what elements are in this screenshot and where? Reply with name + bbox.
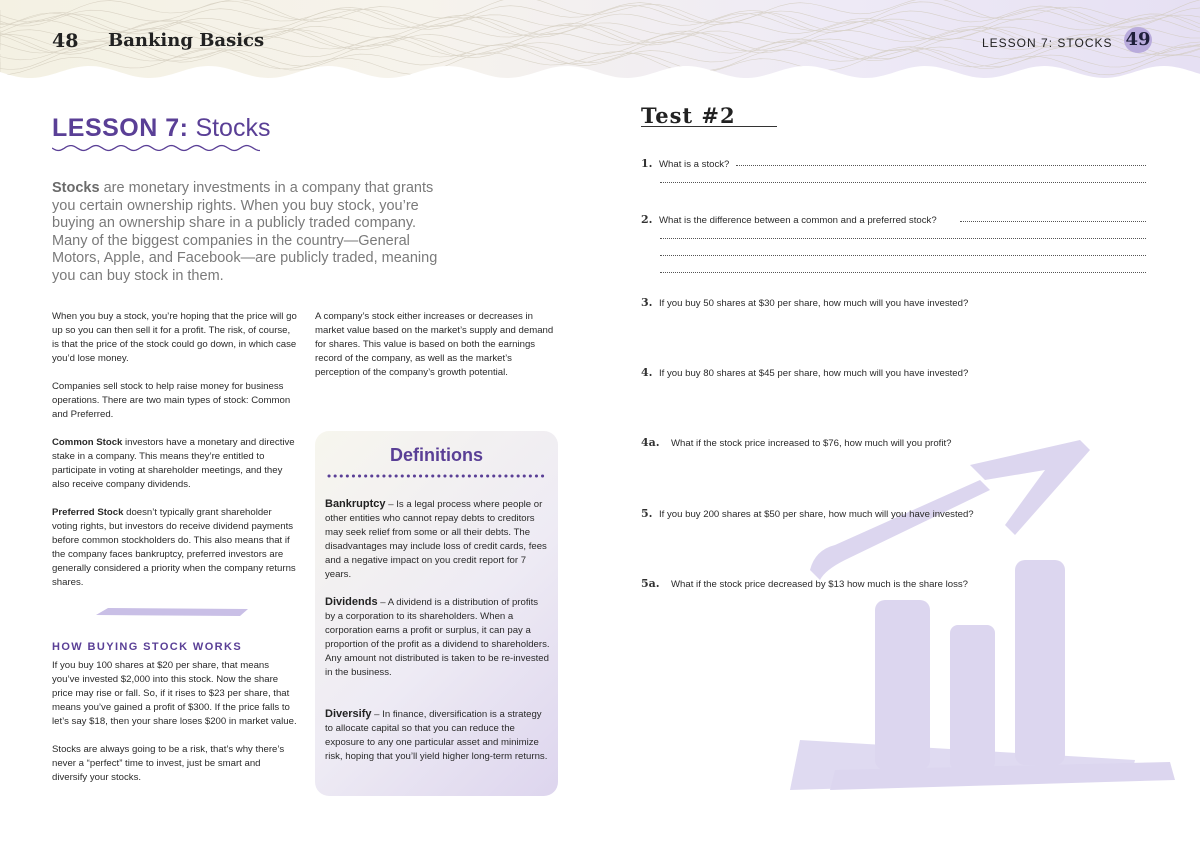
page-header-band bbox=[0, 0, 1200, 82]
answer-line[interactable] bbox=[660, 272, 1146, 274]
question-4a-text: What if the stock price increased to $76, how much will you profit? bbox=[671, 438, 952, 449]
definition-dividends bbox=[325, 595, 550, 680]
lesson-title-number: LESSON 7: bbox=[52, 114, 189, 142]
wavy-underline-decoration bbox=[52, 143, 262, 153]
paragraph-buying: When you buy a stock, you’re hoping that the price will go up so you can then sell it for a profit. The risk, of course, is that the price of the stock could go down, in which case you’d lose money. bbox=[52, 311, 297, 364]
answer-line[interactable] bbox=[736, 165, 1146, 167]
question-4a bbox=[641, 436, 951, 449]
definition-diversify bbox=[325, 707, 550, 764]
test-title-underline bbox=[641, 126, 777, 127]
body-column-right bbox=[315, 310, 555, 380]
definitions-title: Definitions bbox=[390, 445, 483, 465]
term-common-stock: Common Stock bbox=[52, 437, 123, 448]
dotted-divider bbox=[327, 473, 547, 479]
question-5 bbox=[641, 507, 974, 520]
intro-text: are monetary investments in a company that grants you certain ownership rights. When you buy stock, you’re buying an ownership share in a publicly traded company. Many of the biggest companies in the country—General Motors, Apple, and Facebook—are publicly traded, meaning you can buy stock in them. bbox=[52, 180, 438, 284]
definition-bankruptcy-text: – Is a legal process where people or other entities who cannot repay debts to creditors may seek relief from some or all their debts. The disadvantages may include loss of credit cards, fees and a negative impact on you credit report for 7 years. bbox=[325, 499, 547, 580]
paragraph-example: If you buy 100 shares at $20 per share, that means you’ve invested $2,000 into this stock. Now the share price may rise or fall. So, if it rises to $23 per share, that means you’ve gained a profit of $300. If the price falls to let’s say $18, then your share loses $200 in market value. bbox=[52, 660, 297, 727]
lesson-title-topic: Stocks bbox=[195, 114, 271, 142]
paragraph-common-stock bbox=[52, 436, 297, 492]
paragraph-preferred-stock bbox=[52, 506, 297, 590]
how-buying-heading: HOW BUYING STOCK WORKS bbox=[52, 641, 243, 653]
definition-dividends-text: – A dividend is a distribution of profits by a corporation to its shareholders. When a corporation earns a profit or surplus, it can pay a proportion of the profit as a dividend to shareholders. Any amount not distributed is taken to be re-invested in the business. bbox=[325, 597, 550, 678]
question-4a-number: 4a. bbox=[641, 436, 660, 449]
question-5a-number: 5a. bbox=[641, 577, 660, 590]
lesson-title bbox=[52, 114, 270, 143]
question-2 bbox=[641, 213, 937, 226]
question-3-text: If you buy 50 shares at $30 per share, how much will you have invested? bbox=[659, 298, 969, 309]
stock-chart-illustration bbox=[790, 440, 1190, 800]
definition-diversify-text: – In finance, diversification is a strategy to allocate capital so that you can reduce the exposure to any one particular asset and minimize risk, hoping that you’ll yield higher long-term returns. bbox=[325, 709, 548, 762]
preferred-stock-text: doesn’t typically grant shareholder voting rights, but investors do receive dividend payments before common stockholders do. This also means that if the company faces bankruptcy, preferred investors are generally considered a priority when the company returns shares. bbox=[52, 507, 296, 588]
paragraph-risk: Stocks are always going to be a risk, that’s why there’s never a “perfect” time to invest, just be smart and diversify your stocks. bbox=[52, 744, 285, 783]
common-stock-text: investors have a monetary and directive stake in a company. This means they’re entitled to participate in voting at shareholder meetings, and they also receive company dividends. bbox=[52, 437, 295, 490]
body-column-left bbox=[52, 310, 297, 604]
definitions-box bbox=[315, 431, 558, 796]
question-1-number: 1. bbox=[641, 157, 653, 170]
test-title: Test #2 bbox=[641, 103, 736, 128]
question-2-number: 2. bbox=[641, 213, 653, 226]
question-4-text: If you buy 80 shares at $45 per share, how much will you have invested? bbox=[659, 368, 969, 379]
intro-paragraph bbox=[52, 180, 442, 286]
running-head: LESSON 7: STOCKS bbox=[982, 36, 1113, 50]
answer-line[interactable] bbox=[660, 182, 1146, 184]
how-buying-body bbox=[52, 659, 297, 799]
answer-line[interactable] bbox=[660, 255, 1146, 257]
page-number-left: 48 bbox=[52, 30, 79, 52]
question-3-number: 3. bbox=[641, 296, 653, 309]
term-bankruptcy: Bankruptcy bbox=[325, 498, 386, 510]
question-5-number: 5. bbox=[641, 507, 653, 520]
paragraph-market-value: A company’s stock either increases or decreases in market value based on the market’s supply and demand for shares. This value is based on both the earnings record of the company, as well as the market’s perception of the company’s growth potential. bbox=[315, 311, 554, 378]
answer-line[interactable] bbox=[660, 238, 1146, 240]
answer-line[interactable] bbox=[960, 221, 1146, 223]
paragraph-types: Companies sell stock to help raise money for business operations. There are two main types of stock: Common and Preferred. bbox=[52, 381, 291, 420]
question-1 bbox=[641, 157, 729, 170]
book-title: Banking Basics bbox=[108, 30, 265, 51]
page-number-right: 49 bbox=[1124, 27, 1152, 53]
question-4 bbox=[641, 366, 968, 379]
definition-bankruptcy bbox=[325, 497, 550, 582]
intro-bold-term: Stocks bbox=[52, 180, 100, 196]
question-5a-text: What if the stock price decreased by $13 how much is the share loss? bbox=[671, 579, 969, 590]
term-diversify: Diversify bbox=[325, 708, 372, 720]
question-3 bbox=[641, 296, 968, 309]
question-5a bbox=[641, 577, 968, 590]
question-5-text: If you buy 200 shares at $50 per share, how much will you have invested? bbox=[659, 509, 974, 520]
question-4-number: 4. bbox=[641, 366, 653, 379]
question-1-text: What is a stock? bbox=[659, 159, 730, 170]
question-2-text: What is the difference between a common and a preferred stock? bbox=[659, 215, 937, 226]
term-preferred-stock: Preferred Stock bbox=[52, 507, 124, 518]
term-dividends: Dividends bbox=[325, 596, 378, 608]
brush-divider-decoration bbox=[90, 606, 250, 618]
